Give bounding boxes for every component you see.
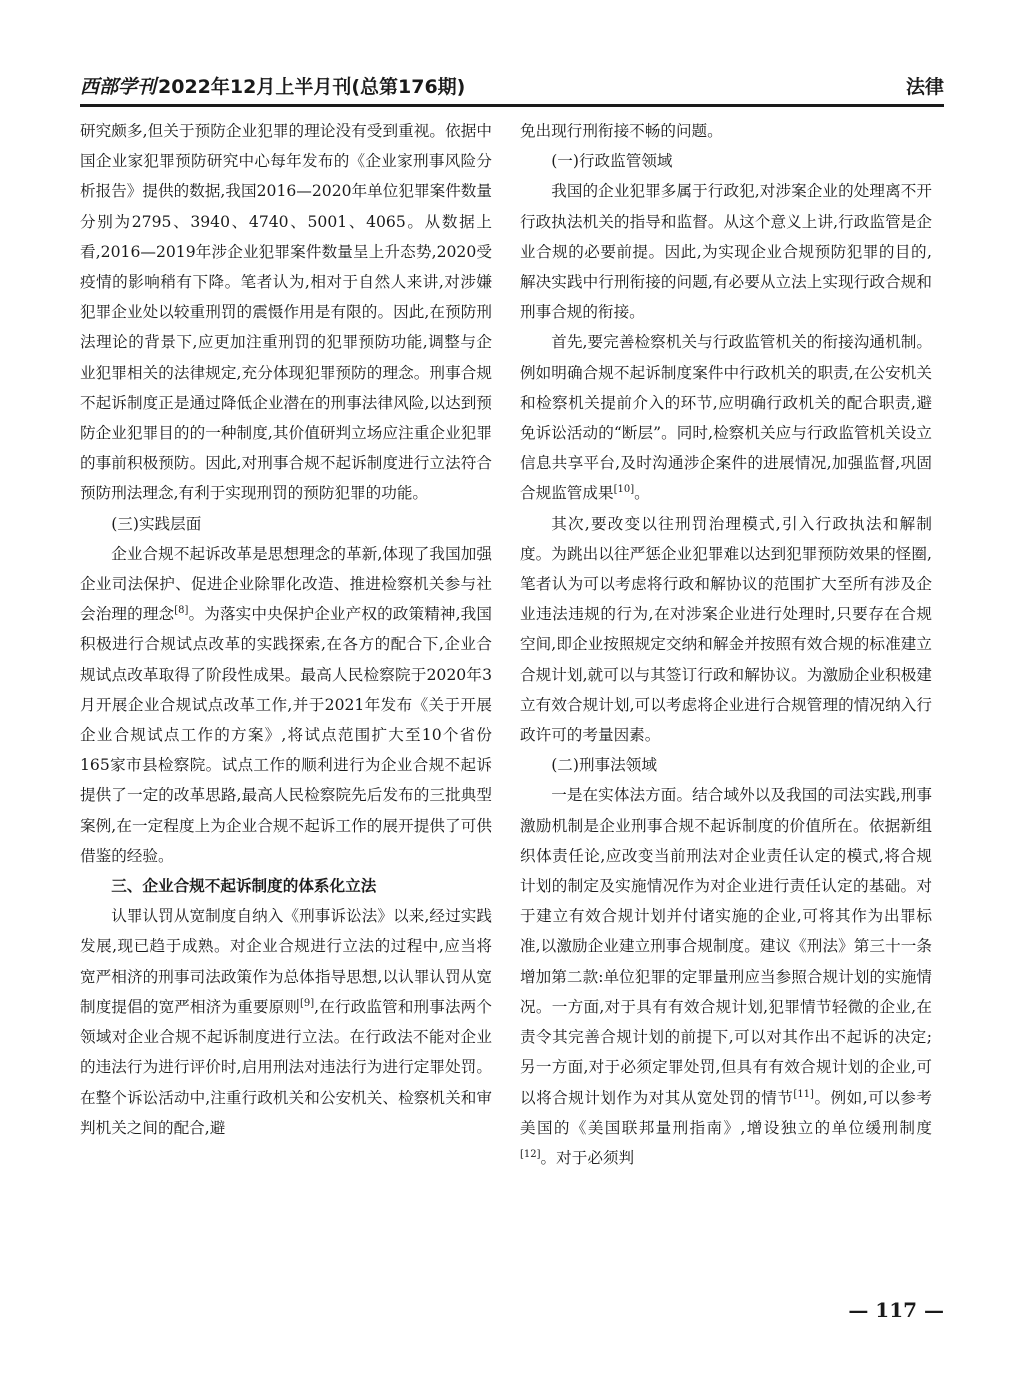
paragraph-text: 首先,要完善检察机关与行政监管机关的衔接沟通机制。例如明确合规不起诉制度案件中行政机关的职责,在公安机关和检察机关提前介入的环节,应明确行政机关的配合职责,避免诉讼活动的“断层”。同时,检察机关应与行政监管机关设立信息共享平台,及时沟通涉企案件的进展情况,加强监督,巩固合规监管成果 <box>520 333 932 503</box>
paragraph <box>80 901 492 1143</box>
paragraph: 免出现行刑衔接不畅的问题。 <box>520 122 723 140</box>
citation-ref: [8] <box>174 605 189 617</box>
paragraph-text: 。例如,可以参考美国的《美国联邦量刑指南》,增设独立的单位缓刑制度 <box>520 1088 932 1137</box>
paragraph <box>520 327 932 508</box>
section-heading: 三、企业合规不起诉制度的体系化立法 <box>111 877 377 896</box>
paragraph <box>520 780 932 1173</box>
subsection-heading: (一)行政监管领域 <box>551 152 673 171</box>
paragraph-text: 认罪认罚从宽制度自纳入《刑事诉讼法》以来,经过实践发展,现已趋于成熟。对企业合规进行立法的过程中,应当将宽严相济的刑事司法政策作为总体指导思想,以认罪认罚从宽制度提倡的宽严相济为重要原则 <box>80 907 492 1016</box>
citation-ref: [11] <box>793 1088 814 1100</box>
header-rule <box>80 104 944 107</box>
issue-label: 2022年12月上半月刊(总第176期) <box>158 76 466 98</box>
left-column <box>80 116 492 1306</box>
citation-ref: [12] <box>520 1148 541 1160</box>
paragraph-text: 。为落实中央保护企业产权的政策精神,我国积极进行合规试点改革的实践探索,在各方的配合下,企业合规试点改革取得了阶段性成果。最高人民检察院于2020年3月开展企业合规试点改革工作,并于2021年发布《关于开展企业合规试点工作的方案》,将试点范围扩大至10个省份165家市县检察院。试点工作的顺利进行为企业合规不起诉提供了一定的改革思路,最高人民检察院先后发布的三批典型案例,在一定程度上为企业合规不起诉工作的展开提供了可供借鉴的经验。 <box>80 605 492 865</box>
paragraph-text: 一是在实体法方面。结合域外以及我国的司法实践,刑事激励机制是企业刑事合规不起诉制度的价值所在。依据新组织体责任论,应改变当前刑法对企业责任认定的模式,将合规计划的制定及实施情况作为对企业进行责任认定的基础。对于建立有效合规计划并付诸实施的企业,可将其作为出罪标准,以激励企业建立刑事合规制度。建议《刑法》第三十一条增加第二款:单位犯罪的定罪量刑应当参照合规计划的实施情况。一方面,对于具有有效合规计划,犯罪情节轻微的企业,在责令其完善合规计划的前提下,可以对其作出不起诉的决定;另一方面,对于必须定罪处罚,但具有有效合规计划的企业,可以将合规计划作为对其从宽处罚的情节 <box>520 786 932 1107</box>
subsection-heading: (二)刑事法领域 <box>551 756 657 775</box>
section-label: 法律 <box>905 76 944 98</box>
paragraph-text: ,在行政监管和刑事法两个领域对企业合规不起诉制度进行立法。在行政法不能对企业的违法行为进行评价时,启用刑法对违法行为进行定罪处罚。在整个诉讼活动中,注重行政机关和公安机关、检察机关和审判机关之间的配合,避 <box>80 997 492 1137</box>
page-number: — 117 — <box>848 1298 944 1322</box>
paragraph-text: 。 <box>634 484 650 503</box>
right-column <box>520 116 932 1306</box>
journal-logo: 西部学刊 <box>80 76 157 98</box>
paragraph <box>80 539 492 871</box>
paragraph-text: 企业合规不起诉改革是思想理念的革新,体现了我国加强企业司法保护、促进企业除罪化改造、推进检察机关参与社会治理的理念 <box>80 544 492 624</box>
paragraph-text: 。对于必须判 <box>540 1148 635 1167</box>
header-journal-issue <box>80 72 465 99</box>
paragraph: 我国的企业犯罪多属于行政犯,对涉案企业的处理离不开行政执法机关的指导和监督。从这个意义上讲,行政监管是企业合规的必要前提。因此,为实现企业合规预防犯罪的目的,解决实践中行刑衔接的问题,有必要从立法上实现行政合规和刑事合规的衔接。 <box>520 182 932 322</box>
citation-ref: [9] <box>300 997 315 1009</box>
citation-ref: [10] <box>613 484 635 496</box>
running-header <box>80 68 944 104</box>
paragraph: 研究颇多,但关于预防企业犯罪的理论没有受到重视。依据中国企业家犯罪预防研究中心每年发布的《企业家刑事风险分析报告》提供的数据,我国2016—2020年单位犯罪案件数量分别为2795、3940、4740、5001、4065。从数据上看,2016—2019年涉企业犯罪案件数量呈上升态势,2020受疫情的影响稍有下降。笔者认为,相对于自然人来讲,对涉嫌犯罪企业处以较重刑罚的震慑作用是有限的。因此,在预防刑法理论的背景下,应更加注重刑罚的犯罪预防功能,调整与企业犯罪相关的法律规定,充分体现犯罪预防的理念。刑事合规不起诉制度正是通过降低企业潜在的刑事法律风险,以达到预防企业犯罪目的的一种制度,其价值研判立场应注重企业犯罪的事前积极预防。因此,对刑事合规不起诉制度进行立法符合预防刑法理念,有利于实现刑罚的预防犯罪的功能。 <box>80 122 492 503</box>
paragraph: 其次,要改变以往刑罚治理模式,引入行政执法和解制度。为跳出以往严惩企业犯罪难以达到犯罪预防效果的怪圈,笔者认为可以考虑将行政和解协议的范围扩大至所有涉及企业违法违规的行为,在对涉案企业进行处理时,只要存在合规空间,即企业按照规定交纳和解金并按照有效合规的标准建立合规计划,就可以与其签订行政和解协议。为激励企业积极建立有效合规计划,可以考虑将企业进行合规管理的情况纳入行政许可的考量因素。 <box>520 514 932 745</box>
subsection-heading: (三)实践层面 <box>111 514 202 533</box>
